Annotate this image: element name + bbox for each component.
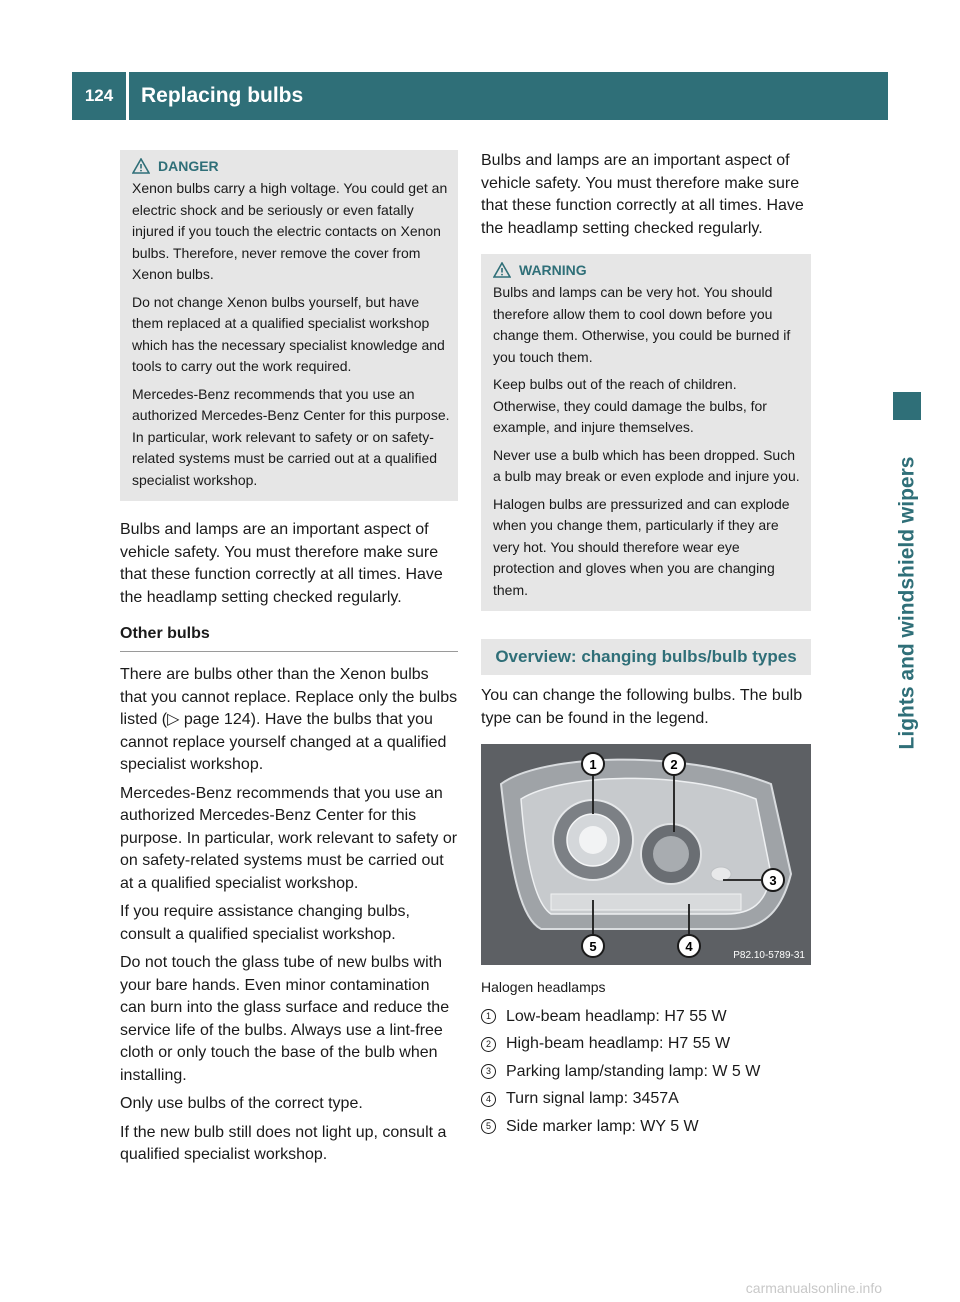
warning-paragraph: Never use a bulb which has been dropped. Such a bulb may break or even explode and injure you.: [493, 446, 800, 484]
legend-item: [481, 1031, 811, 1059]
danger-paragraph: Do not change Xenon bulbs yourself, but have them replaced at a qualified specialist workshop which has the necessary specialist knowledge and tools to carry out the work required.: [132, 293, 445, 374]
callout-1: [582, 753, 604, 775]
legend-text: Low-beam headlamp: H7 55 W: [506, 1007, 727, 1025]
legend-text: Turn signal lamp: 3457A: [506, 1090, 679, 1108]
danger-paragraph: Xenon bulbs carry a high voltage. You could get an electric shock and be seriously or even fatally injured if you touch the electric contacts on Xenon bulbs. Therefore, never remove the cover from Xenon bulbs.: [132, 180, 448, 282]
legend-item: [481, 1058, 811, 1086]
legend-item: [481, 1113, 811, 1141]
danger-title: DANGER: [158, 158, 219, 174]
callout-2: [663, 753, 685, 775]
side-chapter-label: [889, 440, 925, 765]
left-intro-paragraph: Bulbs and lamps are an important aspect of vehicle safety. You must therefore make sure that these function correctly at all times. Have the headlamp setting checked regularly.: [120, 521, 443, 606]
other-bulbs-heading: Other bulbs: [120, 625, 458, 652]
warning-paragraph: Halogen bulbs are pressurized and can explode when you change them, particularly if they are very hot. You should therefore wear eye protection and gloves when you are changing them.: [493, 495, 790, 598]
danger-box: [120, 150, 458, 501]
danger-header: [132, 158, 450, 174]
svg-text:2: 2: [670, 757, 678, 772]
warning-triangle-icon: [493, 262, 511, 278]
right-column: [481, 150, 811, 1141]
figure-caption: Halogen headlamps: [481, 979, 606, 995]
legend-number: 5: [481, 1119, 496, 1134]
other-bulbs-paragraph: There are bulbs other than the Xenon bulbs that you cannot replace. Replace only the bulbs listed (▷ page 124). Have the bulbs that you cannot replace yourself changed at a qualified specialist workshop.: [120, 666, 458, 773]
headlamp-illustration: [481, 744, 811, 965]
svg-text:4: 4: [685, 939, 693, 954]
legend-text: Side marker lamp: WY 5 W: [506, 1117, 699, 1135]
warning-title: WARNING: [519, 262, 587, 278]
other-bulbs-paragraph: Only use bulbs of the correct type.: [120, 1095, 363, 1112]
right-intro-paragraph: Bulbs and lamps are an important aspect of vehicle safety. You must therefore make sure that these function correctly at all times. Have the headlamp setting checked regularly.: [481, 152, 804, 237]
overview-heading: Overview: changing bulbs/bulb types: [481, 639, 811, 675]
warning-header: [493, 262, 803, 278]
headlamp-figure: [481, 744, 811, 965]
left-column: [120, 150, 458, 1173]
svg-text:1: 1: [589, 757, 597, 772]
other-bulbs-paragraph: Mercedes-Benz recommends that you use an authorized Mercedes-Benz Center for this purpose. In particular, work relevant to safety or on safety-related systems must be carried out at a qualified specialist workshop.: [120, 784, 458, 892]
footer-watermark[interactable]: carmanualsonline.info: [745, 1280, 882, 1296]
side-chapter-text: Lights and windshield wipers: [895, 456, 918, 749]
callout-5: [582, 935, 604, 957]
callout-3: [762, 869, 784, 891]
legend-number: 2: [481, 1037, 496, 1052]
warning-box: [481, 254, 811, 611]
warning-paragraph: Keep bulbs out of the reach of children. Otherwise, they could damage the bulbs, for example, and injure themselves.: [493, 376, 767, 435]
legend-text: High-beam headlamp: H7 55 W: [506, 1035, 731, 1053]
legend-number: 3: [481, 1064, 496, 1079]
other-bulbs-paragraph: Do not touch the glass tube of new bulbs with your bare hands. Even minor contamination can burn into the glass surface and reduce the service life of the bulbs. Always use a lint-free cloth or only touch the base of the bulb when installing.: [120, 954, 450, 1084]
overview-intro: You can change the following bulbs. The bulb type can be found in the legend.: [481, 687, 803, 727]
legend-item: [481, 1086, 811, 1114]
figure-code: P82.10-5789-31: [733, 950, 805, 961]
callout-4: [678, 935, 700, 957]
warning-paragraph: Bulbs and lamps can be very hot. You should therefore allow them to cool down before you change them. Otherwise, you could be burned if you touch them.: [493, 284, 791, 365]
section-title: Replacing bulbs: [141, 84, 304, 107]
page-number: 124: [72, 72, 129, 120]
legend-text: Parking lamp/standing lamp: W 5 W: [506, 1062, 761, 1080]
legend-number: 1: [481, 1009, 496, 1024]
other-bulbs-paragraph: If you require assistance changing bulbs, consult a qualified specialist workshop.: [120, 903, 410, 943]
legend-number: 4: [481, 1092, 496, 1107]
warning-triangle-icon: [132, 158, 150, 174]
svg-text:3: 3: [769, 873, 777, 888]
svg-text:5: 5: [589, 939, 597, 954]
legend-item: [481, 1003, 811, 1031]
danger-paragraph: Mercedes-Benz recommends that you use an authorized Mercedes-Benz Center for this purpose. In particular, work relevant to safety or on safety-related systems must be carried out at a qualified specialist workshop.: [132, 385, 450, 488]
side-tab-marker: [893, 392, 921, 420]
other-bulbs-paragraph: If the new bulb still does not light up, consult a qualified specialist workshop.: [120, 1123, 447, 1163]
